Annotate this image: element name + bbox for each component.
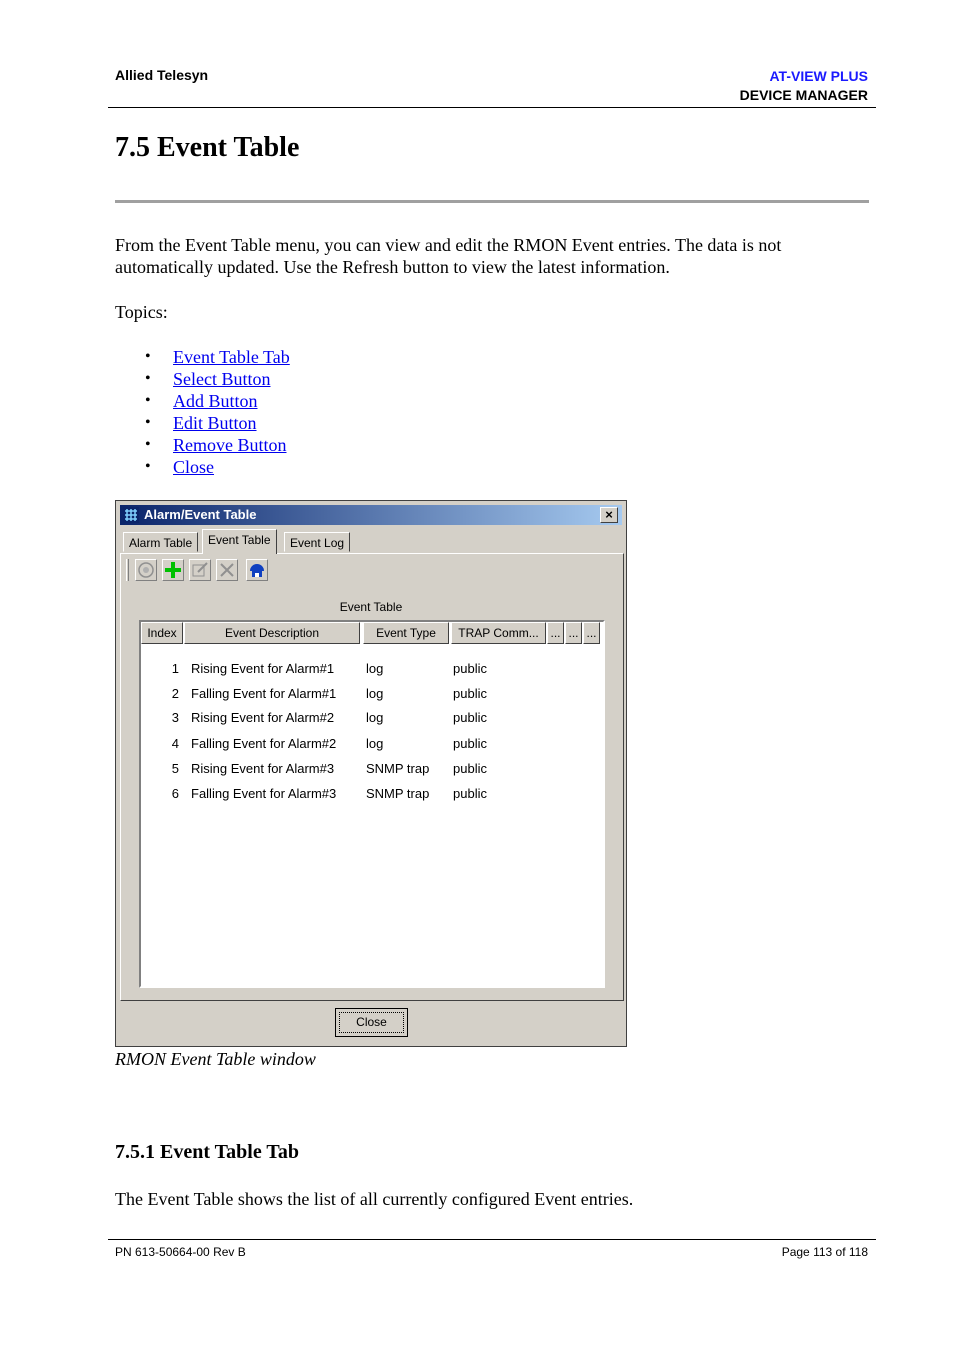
cell-index: 6 xyxy=(171,786,179,801)
tab-event-log[interactable]: Event Log xyxy=(284,532,350,552)
window-close-icon[interactable]: × xyxy=(600,507,618,523)
cell-index: 1 xyxy=(171,661,179,676)
figure-caption: RMON Event Table window xyxy=(115,1049,316,1069)
cell-description: Falling Event for Alarm#3 xyxy=(191,786,337,801)
column-header-index[interactable]: Index xyxy=(141,622,183,644)
cell-description: Falling Event for Alarm#1 xyxy=(191,686,337,701)
list-item xyxy=(115,390,290,412)
cell-community: public xyxy=(453,686,487,701)
title-rule xyxy=(115,200,869,203)
topics-label: Topics: xyxy=(115,302,168,322)
list-item xyxy=(115,412,290,434)
refresh-icon[interactable] xyxy=(246,559,268,581)
topic-link-add-button[interactable]: Add Button xyxy=(173,391,258,411)
list-item xyxy=(115,368,290,390)
column-header-event-description[interactable]: Event Description xyxy=(184,622,360,644)
tab-event-table[interactable]: Event Table xyxy=(202,529,277,554)
edit-icon[interactable] xyxy=(189,559,211,581)
topics-list xyxy=(115,346,290,478)
topic-link-edit-button[interactable]: Edit Button xyxy=(173,413,257,433)
header-company: Allied Telesyn xyxy=(115,67,209,83)
cell-index: 3 xyxy=(171,710,179,725)
window-titlebar xyxy=(120,505,622,525)
cell-description: Rising Event for Alarm#3 xyxy=(191,761,335,776)
cell-community: public xyxy=(453,761,487,776)
cell-description: Falling Event for Alarm#2 xyxy=(191,736,337,751)
list-item xyxy=(115,346,290,368)
intro-paragraph: From the Event Table menu, you can view and edit the RMON Event entries. The data is not automatically updated. Use the Refresh button to view the latest information. xyxy=(115,235,782,277)
event-table-title: Event Table xyxy=(339,600,403,614)
close-button-label: Close xyxy=(339,1012,404,1033)
close-button[interactable] xyxy=(335,1008,408,1037)
cell-type: log xyxy=(366,736,384,751)
column-header-more-3[interactable]: ... xyxy=(583,622,600,644)
add-icon[interactable] xyxy=(162,559,184,581)
cell-index: 2 xyxy=(171,686,179,701)
footer-page-number: Page 113 of 118 xyxy=(781,1245,868,1259)
cell-type: log xyxy=(366,661,384,676)
column-header-more-2[interactable]: ... xyxy=(565,622,582,644)
tab-alarm-table[interactable]: Alarm Table xyxy=(123,532,198,552)
topic-link-close[interactable]: Close xyxy=(173,457,215,477)
header-product-line1: AT-VIEW PLUS xyxy=(769,68,868,84)
toolbar-grip xyxy=(126,559,129,581)
cell-description: Rising Event for Alarm#2 xyxy=(191,710,335,725)
cell-community: public xyxy=(453,786,487,801)
subsection-title: 7.5.1 Event Table Tab xyxy=(115,1141,299,1163)
column-header-trap-community[interactable]: TRAP Comm... xyxy=(451,622,546,644)
cell-index: 5 xyxy=(171,761,179,776)
list-item xyxy=(115,456,290,478)
cell-community: public xyxy=(453,736,487,751)
remove-icon[interactable] xyxy=(216,559,238,581)
select-icon[interactable] xyxy=(135,559,157,581)
subsection-paragraph: The Event Table shows the list of all currently configured Event entries. xyxy=(115,1189,634,1209)
event-table xyxy=(139,620,605,988)
cell-type: log xyxy=(366,710,384,725)
header-product-line2: DEVICE MANAGER xyxy=(739,87,868,103)
cell-type: SNMP trap xyxy=(366,786,430,801)
header-rule xyxy=(108,107,876,108)
footer-rule xyxy=(108,1239,876,1240)
window-title: Alarm/Event Table xyxy=(144,507,257,522)
topic-link-select-button[interactable]: Select Button xyxy=(173,369,271,389)
cell-community: public xyxy=(453,661,487,676)
cell-description: Rising Event for Alarm#1 xyxy=(191,661,335,676)
page-title: 7.5 Event Table xyxy=(115,132,300,163)
column-header-more-1[interactable]: ... xyxy=(547,622,564,644)
topic-link-remove-button[interactable]: Remove Button xyxy=(173,435,287,455)
cell-community: public xyxy=(453,710,487,725)
cell-index: 4 xyxy=(171,736,179,751)
alarm-event-table-window xyxy=(115,500,627,1047)
cell-type: log xyxy=(366,686,384,701)
cell-type: SNMP trap xyxy=(366,761,430,776)
column-header-event-type[interactable]: Event Type xyxy=(363,622,449,644)
footer-part-number: PN 613-50664-00 Rev B xyxy=(115,1245,246,1259)
list-item xyxy=(115,434,290,456)
app-grid-icon xyxy=(123,507,139,523)
header-product xyxy=(740,67,868,105)
topic-link-event-table-tab[interactable]: Event Table Tab xyxy=(173,347,290,367)
